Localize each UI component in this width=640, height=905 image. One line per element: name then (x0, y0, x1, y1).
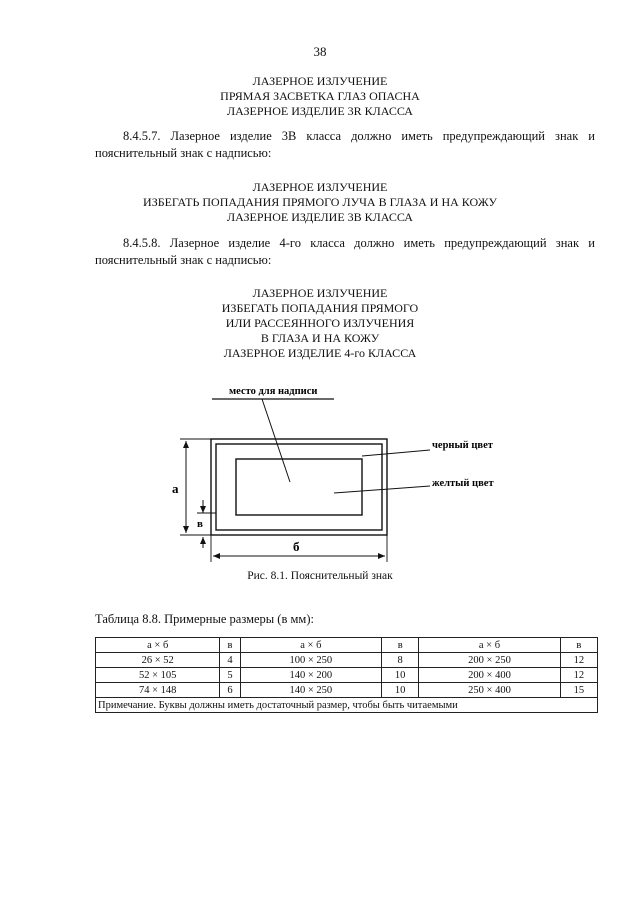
table-cell: 26 × 52 (96, 653, 220, 668)
label-inscription-place: место для надписи (229, 386, 318, 397)
table-header-cell: а × б (96, 638, 220, 653)
table-cell: 100 × 250 (240, 653, 381, 668)
warning-line: ЛАЗЕРНОЕ ИЗДЕЛИЕ 3В КЛАССА (227, 210, 413, 224)
table-header-cell: в (220, 638, 240, 653)
table-row (96, 668, 598, 683)
table-cell: 12 (560, 653, 597, 668)
explanatory-sign-diagram (0, 370, 640, 570)
table-cell: 140 × 200 (240, 668, 381, 683)
paragraph-line: пояснительный знак с надписью: (95, 146, 272, 160)
table-note-row (96, 698, 598, 713)
table-cell: 250 × 400 (419, 683, 560, 698)
paragraph-8-4-5-8 (95, 235, 595, 269)
warning-line: ЛАЗЕРНОЕ ИЗДЕЛИЕ 3R КЛАССА (227, 104, 413, 118)
paragraph-line: пояснительный знак с надписью: (95, 253, 272, 267)
warning-line: ЛАЗЕРНОЕ ИЗДЕЛИЕ 4-го КЛАССА (223, 346, 417, 360)
table-cell: 6 (220, 683, 240, 698)
warning-line: ЛАЗЕРНОЕ ИЗЛУЧЕНИЕ (252, 74, 388, 88)
warning-line: ЛАЗЕРНОЕ ИЗЛУЧЕНИЕ (252, 180, 388, 194)
table-header-row (96, 638, 598, 653)
outer-border (211, 439, 387, 535)
table-cell: 10 (382, 683, 419, 698)
table-row (96, 683, 598, 698)
table-title: Таблица 8.8. Примерные размеры (в мм): (95, 612, 314, 626)
table-cell: 8 (382, 653, 419, 668)
table-header-cell: а × б (240, 638, 381, 653)
warning-text-3b (0, 180, 640, 225)
table-cell: 74 × 148 (96, 683, 220, 698)
table-cell: 5 (220, 668, 240, 683)
table-cell: 140 × 250 (240, 683, 381, 698)
warning-line: ПРЯМАЯ ЗАСВЕТКА ГЛАЗ ОПАСНА (220, 89, 420, 103)
paragraph-line: 8.4.5.8. Лазерное изделие 4-го класса должно иметь предупреждающий знак и (123, 236, 595, 250)
warning-line: В ГЛАЗА И НА КОЖУ (260, 331, 380, 345)
table-header-cell: в (382, 638, 419, 653)
black-frame (216, 444, 382, 530)
dim-label-b: б (293, 539, 300, 554)
table-cell: 15 (560, 683, 597, 698)
dim-label-a: а (172, 481, 179, 496)
figure-caption: Рис. 8.1. Пояснительный знак (247, 570, 393, 582)
table-row (96, 653, 598, 668)
warning-text-class4 (0, 286, 640, 361)
table-cell: 10 (382, 668, 419, 683)
table-header-cell: в (560, 638, 597, 653)
warning-line: ИЗБЕГАТЬ ПОПАДАНИЯ ПРЯМОГО (221, 301, 419, 315)
paragraph-line: 8.4.5.7. Лазерное изделие 3В класса должно иметь предупреждающий знак и (123, 129, 595, 143)
table-header-cell: а × б (419, 638, 560, 653)
label-yellow-color: желтый цвет (432, 478, 494, 489)
paragraph-8-4-5-7 (95, 128, 595, 162)
table-note: Примечание. Буквы должны иметь достаточный размер, чтобы быть читаемыми (96, 698, 598, 713)
warning-line: ИЛИ РАССЕЯННОГО ИЗЛУЧЕНИЯ (225, 316, 415, 330)
dim-label-v: в (197, 518, 203, 530)
table-cell: 4 (220, 653, 240, 668)
table-cell: 52 × 105 (96, 668, 220, 683)
table-cell: 200 × 250 (419, 653, 560, 668)
dimensions-table (95, 637, 598, 713)
warning-line: ЛАЗЕРНОЕ ИЗЛУЧЕНИЕ (252, 286, 388, 300)
table-cell: 200 × 400 (419, 668, 560, 683)
warning-line: ИЗБЕГАТЬ ПОПАДАНИЯ ПРЯМОГО ЛУЧА В ГЛАЗА И НА КОЖУ (143, 195, 497, 209)
inscription-area (236, 459, 362, 515)
label-black-color: черный цвет (432, 440, 493, 451)
warning-text-3r (0, 74, 640, 119)
table-cell: 12 (560, 668, 597, 683)
page-number: 38 (313, 44, 327, 59)
